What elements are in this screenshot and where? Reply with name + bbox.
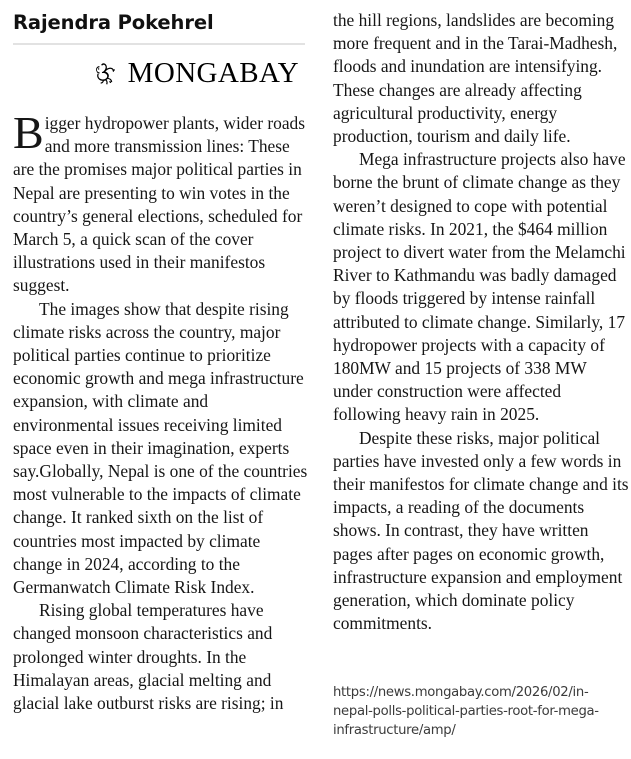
mongabay-logo bbox=[13, 58, 305, 88]
source-url-link[interactable]: https://news.mongabay.com/2026/02/in-nepal-polls-political-parties-root-for-mega-infrastructure/amp/ bbox=[333, 685, 599, 738]
page-title: Rajendra Pokehrel bbox=[13, 11, 214, 34]
mongabay-wordmark: MONGABAY bbox=[127, 57, 299, 89]
header-divider bbox=[13, 43, 305, 45]
paragraph: Bigger hydropower plants, wider roads and more transmission lines: These are the promises major political parties in Nepal are presenting to win votes in the country’s general elections, scheduled for March 5, a quick scan of the cover illustrations used in their manifestos suggest. bbox=[13, 107, 305, 296]
article-header bbox=[13, 10, 305, 88]
paragraph: Mega infrastructure projects also have borne the brunt of climate change as they weren’t designed to cope with potential climate risks. In 2021, the $464 million project to divert water from the Melamchi River to Kathmandu was badly damaged by floods triggered by intense rainfall attributed to climate change. Similarly, 17 hydropower projects with a capacity of 180MW and 15 projects of 338 MW under construction were affected following heavy rain in 2025. bbox=[333, 149, 626, 425]
article-left-column bbox=[13, 107, 309, 715]
paragraph: the hill regions, landslides are becoming more frequent and in the Tarai-Madhesh, floods and inundation are intensifying. These changes are already affecting agricultural productivity, energy production, tourism and daily life. bbox=[333, 10, 618, 147]
paragraph: The images show that despite rising climate risks across the country, major political parties continue to prioritize economic growth and mega infrastructure expansion, with climate and environmental issues receiving limited space even in their imagination, experts say.Globally, Nepal is one of the countries most vulnerable to the impacts of climate change. It ranked sixth on the list of countries most impacted by climate change in 2024, according to the Germanwatch Climate Risk Index. bbox=[13, 298, 308, 598]
paragraph: Rising global temperatures have changed monsoon characteristics and prolonged winter droughts. In the Himalayan areas, glacial melting and glacial lake outburst risks are rising; in bbox=[13, 600, 284, 714]
article-right-column bbox=[333, 9, 629, 635]
gecko-logo-icon bbox=[91, 58, 121, 88]
paragraph: Despite these risks, major political parties have invested only a few words in their manifestos for climate change and its impacts, a reading of the documents shows. In contrast, they have written pages after pages on economic growth, infrastructure expansion and employment generation, which dominate policy commitments. bbox=[333, 427, 629, 634]
